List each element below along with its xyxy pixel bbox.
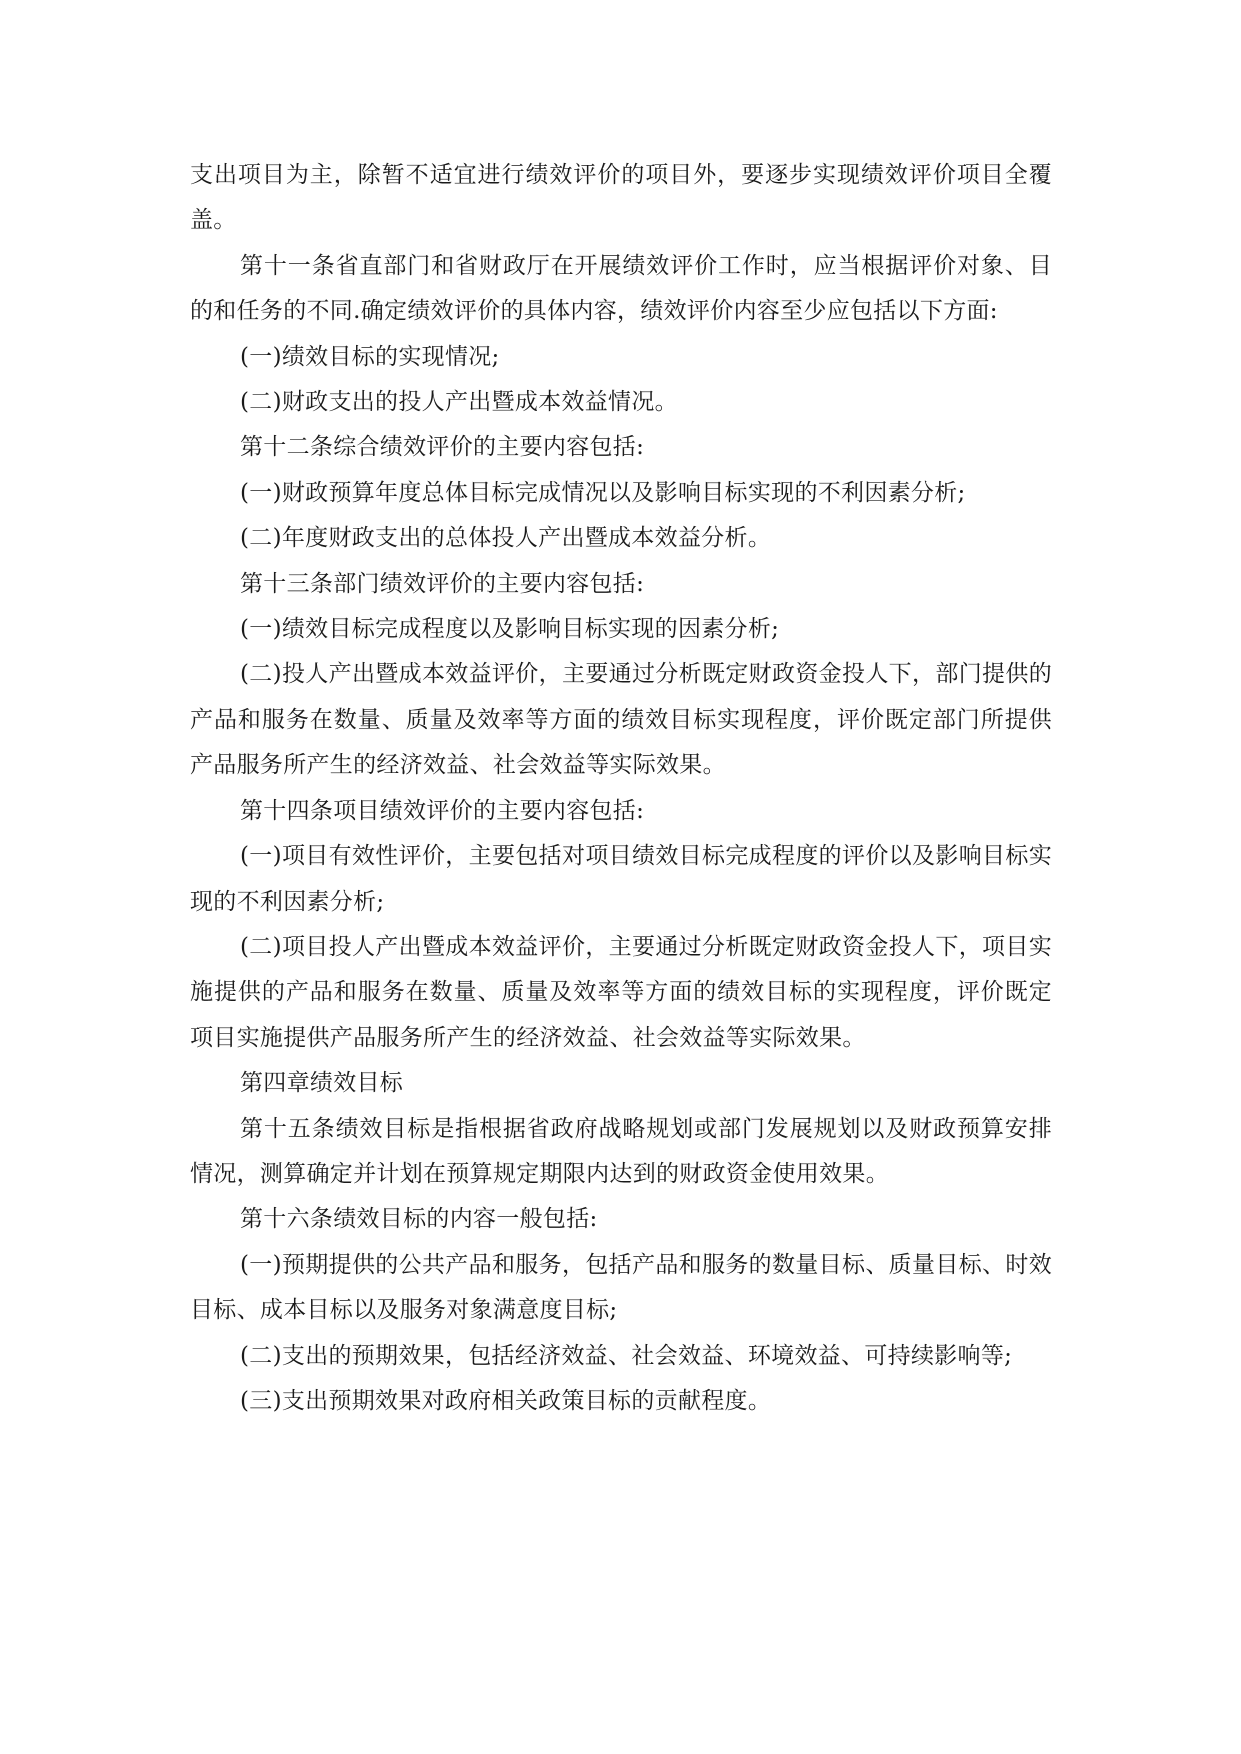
article-11-item-2: (二)财政支出的投人产出暨成本效益情况。 [240, 389, 678, 416]
article-11: 第十一条省直部门和省财政厅在开展绩效评价工作时，应当根据评价对象、目的和任务的不同.确定绩效评价的具体内容，绩效评价内容至少应包括以下方面: [190, 252, 1052, 325]
article-12-item-2: (二)年度财政支出的总体投人产出暨成本效益分析。 [240, 525, 772, 552]
article-13-item-1: (一)绩效目标完成程度以及影响目标实现的因素分析; [240, 616, 780, 643]
article-14: 第十四条项目绩效评价的主要内容包括: [240, 797, 645, 824]
article-14-item-1: (一)项目有效性评价，主要包括对项目绩效目标完成程度的评价以及影响目标实现的不利因素分析; [190, 843, 1052, 915]
article-13: 第十三条部门绩效评价的主要内容包括: [240, 570, 645, 597]
article-15: 第十五条绩效目标是指根据省政府战略规划或部门发展规划以及财政预算安排情况，测算确定并计划在预算规定期限内达到的财政资金使用效果。 [190, 1115, 1052, 1187]
document-body [190, 153, 1052, 1424]
article-16-item-2: (二)支出的预期效果，包括经济效益、社会效益、环境效益、可持续影响等; [240, 1342, 1013, 1369]
article-12-item-1: (一)财政预算年度总体目标完成情况以及影响目标实现的不利因素分析; [240, 479, 966, 506]
article-12: 第十二条综合绩效评价的主要内容包括: [240, 434, 645, 461]
article-11-item-1: (一)绩效目标的实现情况; [240, 343, 500, 370]
article-16-item-3: (三)支出预期效果对政府相关政策目标的贡献程度。 [240, 1387, 772, 1414]
article-14-item-2: (二)项目投人产出暨成本效益评价，主要通过分析既定财政资金投人下，项目实施提供的产品和服务在数量、质量及效率等方面的绩效目标的实现程度，评价既定项目实施提供产品服务所产生的经济效益、社会效益等实际效果。 [190, 933, 1052, 1051]
chapter-4-heading: 第四章绩效目标 [240, 1070, 404, 1097]
article-16-item-1: (一)预期提供的公共产品和服务，包括产品和服务的数量目标、质量目标、时效目标、成本目标以及服务对象满意度目标; [190, 1251, 1052, 1324]
article-16: 第十六条绩效目标的内容一般包括: [240, 1206, 598, 1233]
paragraph-continued: 支出项目为主，除暂不适宜进行绩效评价的项目外，要逐步实现绩效评价项目全覆盖。 [190, 162, 1052, 234]
article-13-item-2: (二)投人产出暨成本效益评价，主要通过分析既定财政资金投人下，部门提供的产品和服务在数量、质量及效率等方面的绩效目标实现程度，评价既定部门所提供产品服务所产生的经济效益、社会效益等实际效果。 [190, 661, 1052, 779]
